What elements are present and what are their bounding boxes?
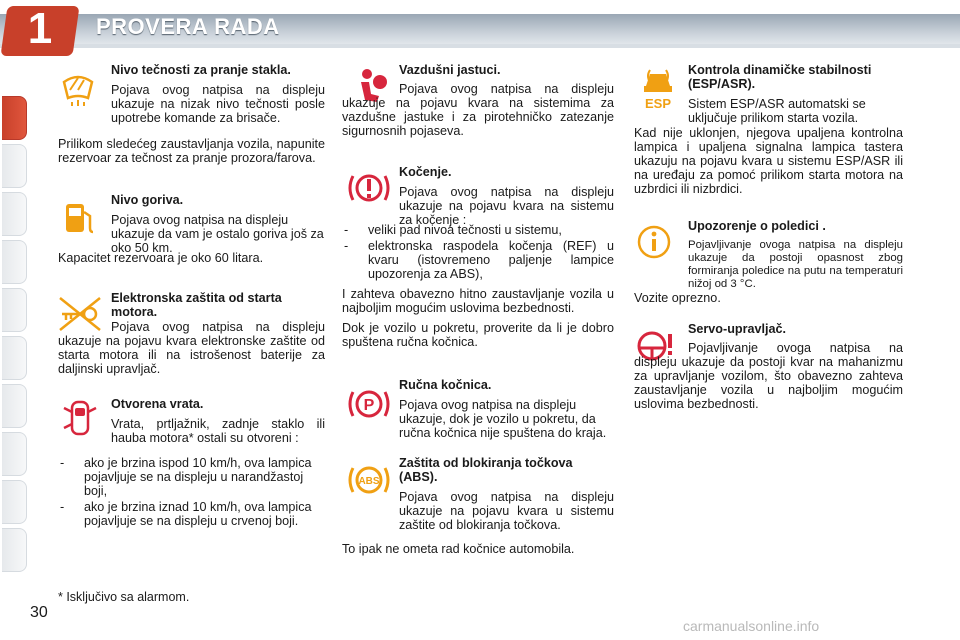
braking-text-2: I zahteva obavezno hitno zaustavljanje vozila u najboljim mogućim uslovima bezbednosti. xyxy=(342,287,614,315)
fuel-pump-icon xyxy=(58,198,102,238)
washer-fluid-icon xyxy=(56,68,100,108)
chapter-tab-10[interactable] xyxy=(2,528,27,572)
chapter-tab-3[interactable] xyxy=(2,192,27,236)
doors-list-item: - ako je brzina iznad 10 km/h, ova lampica pojavljuje se na displeju u crvenoj boji. xyxy=(58,500,325,528)
washer-text: Pojava ovog natpisa na displeju ukazuje na nizak nivo tečnosti posle upotrebe komande za brisače. xyxy=(111,83,325,125)
chapter-tab-2[interactable] xyxy=(2,144,27,188)
airbags-section xyxy=(399,63,614,83)
doors-text: Vrata, prtljažnik, zadnje staklo ili hauba motora* ostali su otvoreni : xyxy=(111,417,325,445)
brake-warning-icon xyxy=(347,168,391,208)
abs-section xyxy=(399,456,614,538)
immobiliser-body xyxy=(58,320,325,382)
esp-title: Kontrola dinamičke stabilnosti (ESP/ASR). xyxy=(688,63,872,91)
chapter-tab-8[interactable] xyxy=(2,432,27,476)
doors-title: Otvorena vrata. xyxy=(111,397,204,411)
steering-section xyxy=(688,322,903,342)
chapter-tab-4[interactable] xyxy=(2,240,27,284)
handbrake-section xyxy=(399,378,614,446)
abs-body xyxy=(342,542,614,562)
airbags-body xyxy=(342,82,614,144)
airbags-text: Pojava ovog natpisa na displeju ukazuje na pojavu kvara na sistemima za vazdušne jastuke i za pirotehničko zatezanje sigurnosnih pojaseva. xyxy=(342,82,614,138)
chapter-tab-7[interactable] xyxy=(2,384,27,428)
doors-section xyxy=(111,397,325,451)
abs-text-2: To ipak ne ometa rad kočnice automobila. xyxy=(342,542,575,556)
steering-body xyxy=(634,341,903,417)
chapter-tab-1[interactable] xyxy=(2,96,27,140)
abs-icon xyxy=(347,460,391,500)
esp-icon xyxy=(636,66,680,112)
open-door-icon xyxy=(58,398,102,438)
chapter-tab-5[interactable] xyxy=(2,288,27,332)
parking-brake-icon xyxy=(347,384,391,424)
fuel-text: Pojava ovog natpisa na displeju ukazuje da vam je ostalo goriva još za oko 50 km. xyxy=(111,213,324,255)
airbags-title: Vazdušni jastuci. xyxy=(399,63,501,77)
braking-list-item: - elektronska raspodela kočenja (REF) u kvaru (istovremeno paljenje lampice upozorenja za ABS), xyxy=(342,239,614,281)
washer-title: Nivo tečnosti za pranje stakla. xyxy=(111,63,291,77)
header-underline xyxy=(0,44,960,48)
ice-title: Upozorenje o poledici . xyxy=(688,219,826,233)
washer-section-head xyxy=(111,63,325,125)
svg-text:ESP: ESP xyxy=(644,96,672,111)
esp-body xyxy=(634,126,903,202)
abs-title: Zaštita od blokiranja točkova (ABS). xyxy=(399,456,573,484)
washer-section-body xyxy=(58,137,325,171)
fuel-capacity xyxy=(58,251,325,271)
footnote: * Isključivo sa alarmom. xyxy=(58,590,190,604)
doors-list xyxy=(58,456,325,528)
chapter-number: 1 xyxy=(27,4,53,53)
immobiliser-title: Elektronska zaštita od starta motora. xyxy=(111,291,282,319)
esp-text-2: Kad nije uklonjen, njegova upaljena kontrolna lampica i upaljena signalna lampica tastera ukazuju na pojavu kvara u sistemu ESP/ASR ili na uređaju za pomoć prilikom starta motora na uzbrdici ili nizbrdici. xyxy=(634,126,903,196)
svg-text:ABS: ABS xyxy=(358,476,380,487)
braking-text: Pojava ovog natpisa na displeju ukazuje na pojavu kvara na sistemu za kočenje : xyxy=(399,185,614,227)
svg-text:P: P xyxy=(363,397,375,414)
page-header xyxy=(0,0,960,52)
doors-list-wrap xyxy=(58,456,325,534)
ice-section xyxy=(688,219,903,297)
watermark: carmanualsonline.info xyxy=(683,618,820,634)
page-number: 30 xyxy=(30,604,48,621)
chapter-tabs xyxy=(0,60,28,580)
abs-text: Pojava ovog natpisa na displeju ukazuje na pojavu kvara u sistemu zaštite od blokiranja točkova. xyxy=(399,490,614,532)
fuel-title: Nivo goriva. xyxy=(111,193,184,207)
braking-list-item: - veliki pad nivoa tečnosti u sistemu, xyxy=(342,223,614,237)
info-icon xyxy=(634,222,678,262)
page-title: PROVERA RADA xyxy=(96,14,280,39)
chapter-tab-6[interactable] xyxy=(2,336,27,380)
chapter-tab-9[interactable] xyxy=(2,480,27,524)
handbrake-text: Pojava ovog natpisa na displeju ukazuje, dok je vozilo u pokretu, da ručna kočnica nije spuštena do kraja. xyxy=(399,398,607,440)
washer-text-2: Prilikom sledećeg zaustavljanja vozila, napunite rezervoar za tečnost za pranje prozora/farova. xyxy=(58,137,325,165)
doors-list-item: - ako je brzina ispod 10 km/h, ova lampica pojavljuje se na displeju u narandžastoj boji, xyxy=(58,456,325,498)
ice-text-2: Vozite oprezno. xyxy=(634,291,721,305)
braking-body xyxy=(342,223,614,355)
handbrake-title: Ručna kočnica. xyxy=(399,378,492,392)
steering-title: Servo-upravljač. xyxy=(688,322,786,336)
fuel-capacity-text: Kapacitet rezervoara je oko 60 litara. xyxy=(58,251,264,265)
ice-text: Pojavljivanje ovoga natpisa na displeju ukazuje da postoji opasnost zbog formiranja poledice na putu na temperaturi nižoj od 3 °C. xyxy=(688,239,903,290)
braking-title: Kočenje. xyxy=(399,165,452,179)
ice-body xyxy=(634,291,903,311)
braking-list xyxy=(342,223,614,281)
braking-text-3: Dok je vozilo u pokretu, proverite da li je dobro spuštena ručna kočnica. xyxy=(342,321,614,349)
esp-text: Sistem ESP/ASR automatski se uključuje prilikom starta vozila. xyxy=(688,97,866,125)
immobiliser-text: Pojava ovog natpisa na displeju ukazuje na pojavu kvara elektronske zaštite od starta motora ili na istrošenost baterije za daljinski upravljač. xyxy=(58,320,325,376)
esp-section xyxy=(688,63,903,131)
steering-text: Pojavljivanje ovoga natpisa na displeju ukazuje da postoji kvar na mahanizmu za upravljanje vozilom, što obavezno zahteva zaustavljanje vozila u najboljim mogućim uslovima bezbednosti. xyxy=(634,341,903,411)
